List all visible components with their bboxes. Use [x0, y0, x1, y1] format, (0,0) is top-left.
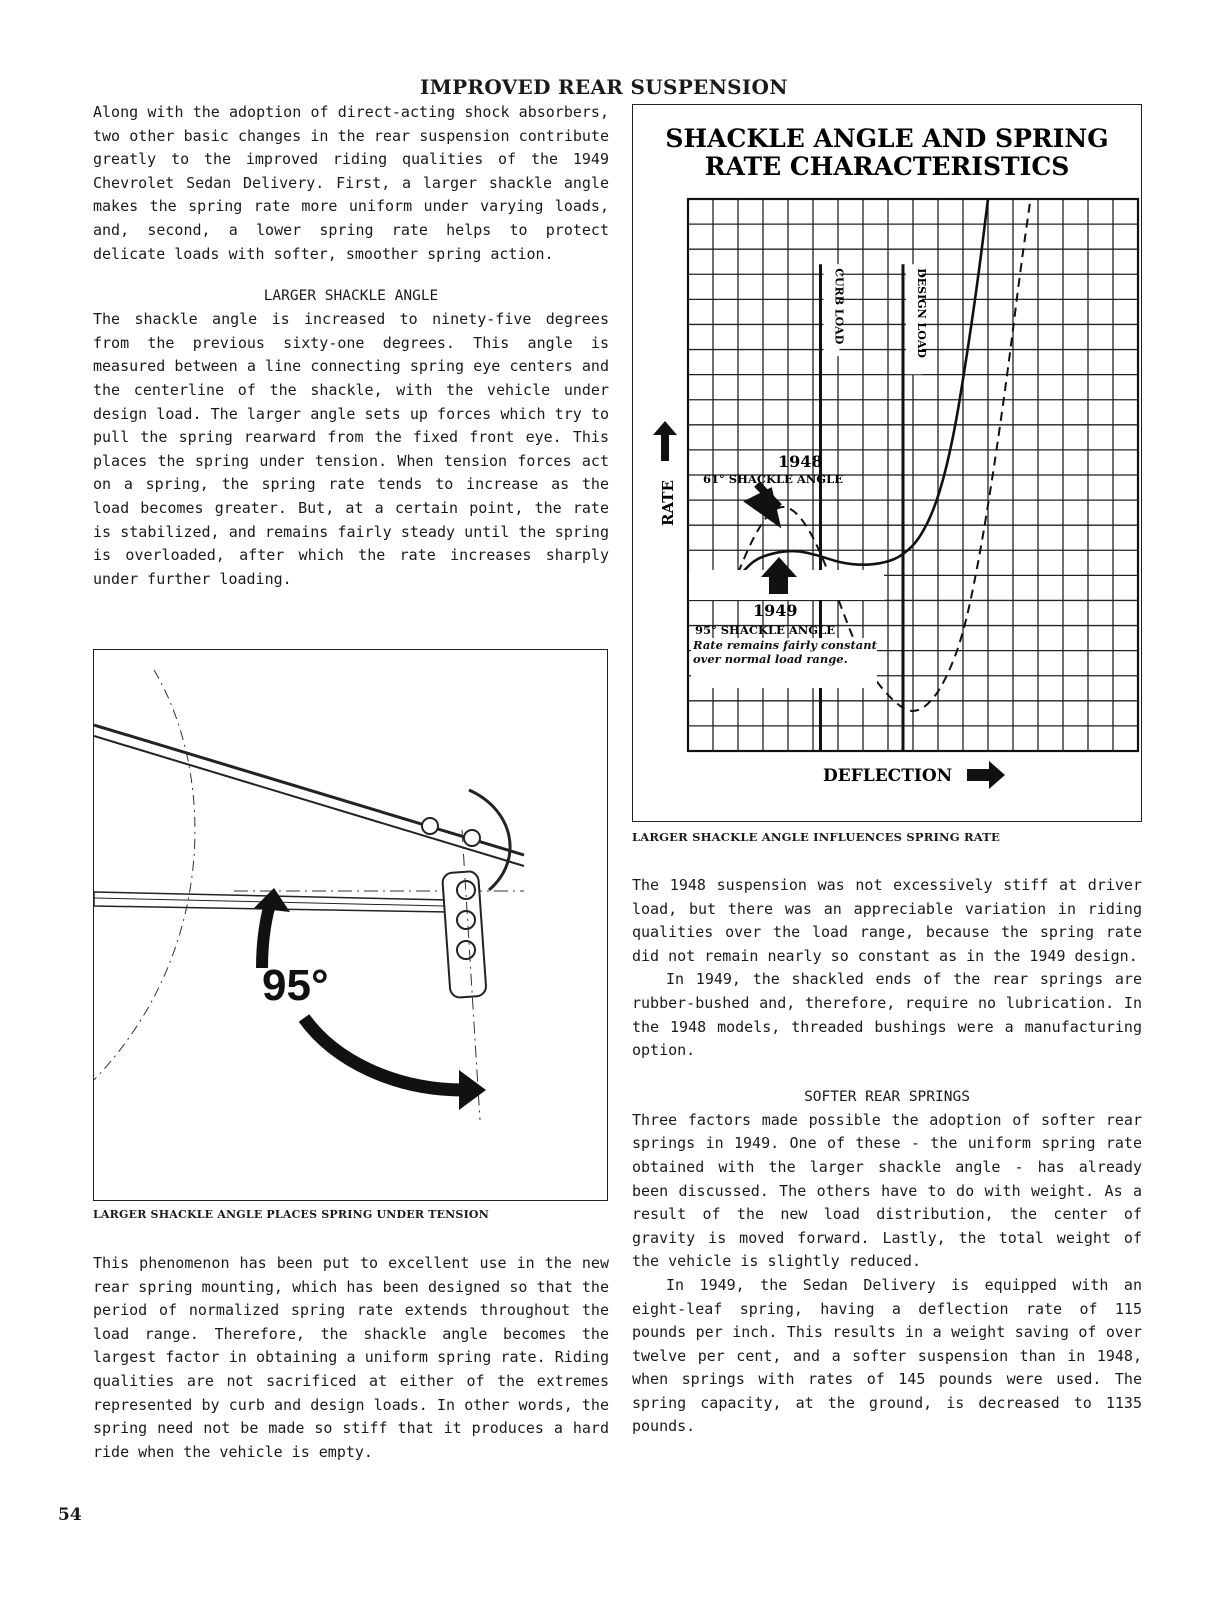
shackle-illustration	[93, 649, 608, 1201]
frame-edge-lower	[94, 736, 524, 866]
rate-chart	[633, 105, 1141, 821]
y-label: RATE	[659, 480, 677, 526]
chart-title-line2: RATE CHARACTERISTICS	[704, 152, 1070, 181]
section-heading-shackle: LARGER SHACKLE ANGLE	[263, 288, 439, 305]
rate-note: Rate remains fairly constant over normal load range.	[693, 638, 877, 666]
y-arrow-icon	[653, 421, 677, 461]
suspension-1948-paragraph: The 1948 suspension was not excessively stiff at driver load, but there was an appreciable variation in riding qualities over the load range, because the spring rate did not remain nearly so constant as in the 1949 design.	[632, 876, 1142, 965]
bolt-upper	[422, 818, 438, 834]
load-line-label: CURB LOAD	[832, 268, 846, 345]
label-95-shackle: 95° SHACKLE ANGLE	[695, 623, 835, 637]
x-axis-label	[823, 761, 1005, 789]
page-title: IMPROVED REAR SUSPENSION	[420, 75, 788, 99]
figure-caption: LARGER SHACKLE ANGLE PLACES SPRING UNDER TENSION	[93, 1208, 489, 1221]
angle-arrow-right-icon	[459, 1070, 486, 1110]
intro-paragraph: Along with the adoption of direct-acting shock absorbers, two other basic changes in the rear suspension contribute greatly to the improved riding qualities of the 1949 Chevrolet Sedan Delivery. First, a larger shackle angle makes the spring rate more uniform under varying loads, and, second, a lower spring rate helps to protect delicate loads with softer, smoother spring action.	[93, 103, 609, 263]
load-line-label: DESIGN LOAD	[915, 268, 928, 358]
angle-arrow-curve	[304, 1018, 464, 1090]
label-1949: 1949	[753, 601, 798, 620]
left-column-top	[93, 101, 609, 591]
left-column-bottom	[93, 1252, 609, 1464]
x-label: DEFLECTION	[823, 766, 953, 786]
right-column-bottom	[632, 874, 1142, 1439]
phenomenon-paragraph: This phenomenon has been put to excellent use in the new rear spring mounting, which has been designed so that the period of normalized spring rate extends throughout the load range. Therefore, the shackle angle becomes the largest factor in obtaining a uniform spring rate. Riding qualities are not sacrificed at either of the extremes represented by curb and design loads. In other words, the spring need not be made so stiff that it produces a hard ride when the vehicle is empty.	[93, 1254, 609, 1461]
chart-caption: LARGER SHACKLE ANGLE INFLUENCES SPRING RATE	[632, 830, 1000, 844]
shackle-eye-mid	[457, 911, 475, 929]
angle-label: 95°	[262, 961, 329, 1010]
eight-leaf-paragraph: In 1949, the Sedan Delivery is equipped with an eight-leaf spring, having a deflection rate of 115 pounds per inch. This results in a weight saving of over twelve per cent, and a softer suspension than in 1948, when springs with rates of 145 pounds were used. The spring capacity, at the ground, is decreased to 1135 pounds.	[632, 1275, 1142, 1436]
chart-figure	[632, 104, 1142, 822]
label-61-shackle: 61° SHACKLE ANGLE	[703, 472, 843, 486]
label-1948: 1948	[778, 452, 823, 471]
angle-arrow-up-icon	[254, 888, 290, 912]
chart-annotations	[689, 452, 884, 690]
shackle-drawing	[94, 650, 607, 1200]
shackle-paragraph: The shackle angle is increased to ninety-five degrees from the previous sixty-one degrees. This angle is measured between a line connecting spring eye centers and the centerline of the shackle, with the vehicle under design load. The larger angle sets up forces which try to pull the spring rearward from the fixed front eye. This places the spring under tension. When tension forces act on a spring, the spring rate tends to increase as the load becomes greater. But, at a certain point, the rate is stabilized, and remains fairly steady until the spring is overloaded, after which the rate increases sharply under further loading.	[93, 310, 609, 588]
arrow-1948-icon	[751, 484, 779, 519]
bolt-lower	[464, 830, 480, 846]
y-axis-label	[653, 421, 677, 526]
frame-edge	[94, 725, 524, 855]
shackle-eye-bottom	[457, 941, 475, 959]
page-number: 54	[58, 1505, 82, 1525]
arc-centerline	[94, 670, 195, 1080]
chart-title-line1: SHACKLE ANGLE AND SPRING	[665, 124, 1109, 153]
x-arrow-icon	[967, 761, 1005, 789]
softer-springs-paragraph: Three factors made possible the adoption of softer rear springs in 1949. One of these - the uniform spring rate obtained with the larger shackle angle - has already been discussed. The others have to do with weight. As a result of the new load distribution, the center of gravity is moved forward. Lastly, the total weight of the vehicle is slightly reduced.	[632, 1110, 1142, 1271]
section-heading-springs: SOFTER REAR SPRINGS	[804, 1088, 970, 1105]
bushing-paragraph: In 1949, the shackled ends of the rear springs are rubber-bushed and, therefore, require no lubrication. In the 1948 models, threaded bushings were a manufacturing option.	[632, 970, 1142, 1060]
